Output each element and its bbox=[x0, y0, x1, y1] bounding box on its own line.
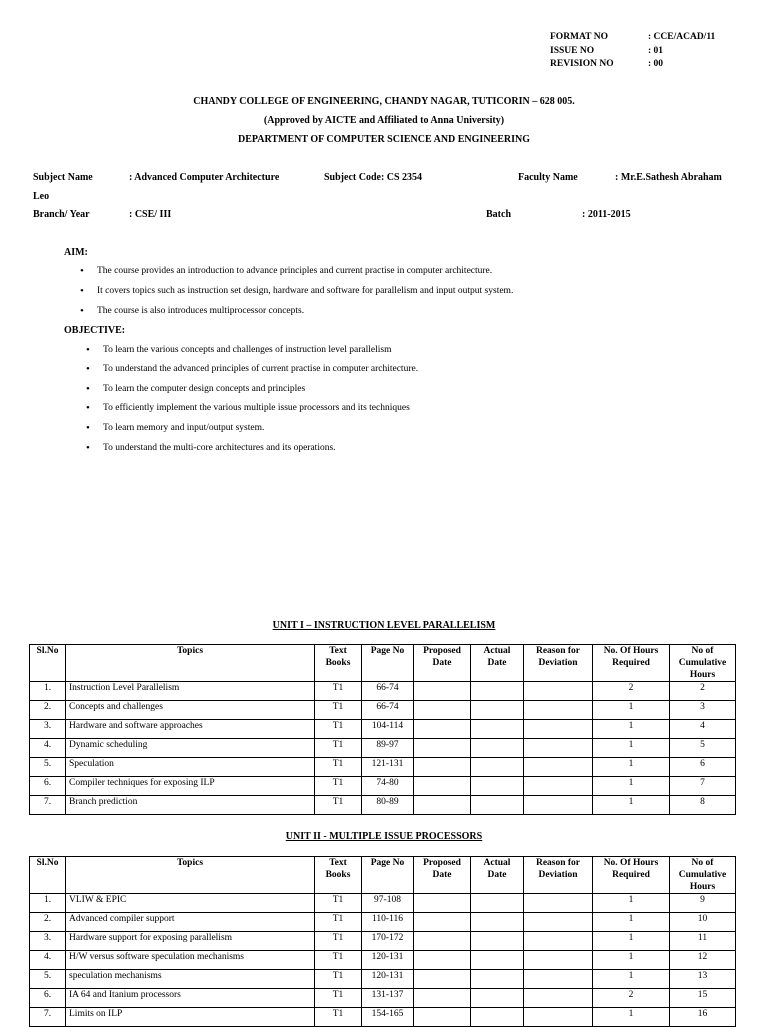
column-header: Actual Date bbox=[471, 645, 524, 682]
batch-value: : 2011-2015 bbox=[582, 209, 631, 220]
table-row bbox=[30, 796, 736, 815]
subject-value: : Advanced Computer Architecture bbox=[129, 172, 280, 183]
table-cell bbox=[471, 913, 524, 932]
table-cell bbox=[471, 894, 524, 913]
table-cell bbox=[414, 777, 471, 796]
table-cell: 9 bbox=[670, 894, 736, 913]
column-header: Text Books bbox=[315, 857, 362, 894]
table-cell bbox=[524, 894, 593, 913]
table-cell: T1 bbox=[315, 682, 362, 701]
table-cell: 5. bbox=[30, 970, 66, 989]
table-cell: 120-131 bbox=[362, 970, 414, 989]
column-header: Topics bbox=[66, 857, 315, 894]
table-cell: 110-116 bbox=[362, 913, 414, 932]
issue-row bbox=[550, 45, 715, 59]
table-cell: 1 bbox=[593, 701, 670, 720]
table-cell: Limits on ILP bbox=[66, 1008, 315, 1027]
table-cell: 11 bbox=[670, 932, 736, 951]
objective-item: • To learn the computer design concepts and principles bbox=[103, 384, 305, 394]
unit2-title: UNIT II - MULTIPLE ISSUE PROCESSORS bbox=[285, 831, 483, 842]
table-cell: T1 bbox=[315, 720, 362, 739]
format-row bbox=[550, 31, 715, 45]
table-cell: 2 bbox=[670, 682, 736, 701]
table-cell: Hardware support for exposing parallelism bbox=[66, 932, 315, 951]
table-cell: Hardware and software approaches bbox=[66, 720, 315, 739]
table-cell: 1 bbox=[593, 739, 670, 758]
objective-item: • To efficiently implement the various multiple issue processors and its techniques bbox=[103, 403, 410, 413]
table-cell: 1 bbox=[593, 777, 670, 796]
table-cell bbox=[524, 913, 593, 932]
table-cell bbox=[524, 796, 593, 815]
table-cell bbox=[471, 720, 524, 739]
objective-item: • To learn the various concepts and challenges of instruction level parallelism bbox=[103, 345, 391, 355]
table-cell bbox=[524, 758, 593, 777]
table-cell: 3. bbox=[30, 932, 66, 951]
table-cell: 1 bbox=[593, 720, 670, 739]
table-cell: Compiler techniques for exposing ILP bbox=[66, 777, 315, 796]
column-header: Sl.No bbox=[30, 645, 66, 682]
table-cell bbox=[471, 989, 524, 1008]
table-cell: Instruction Level Parallelism bbox=[66, 682, 315, 701]
table-cell: 7. bbox=[30, 1008, 66, 1027]
table-cell: 74-80 bbox=[362, 777, 414, 796]
table-cell bbox=[414, 951, 471, 970]
objective-item: • To learn memory and input/output system. bbox=[103, 423, 264, 433]
table-cell: 7. bbox=[30, 796, 66, 815]
faculty-name-continued: Leo bbox=[33, 191, 50, 202]
column-header: Page No bbox=[362, 645, 414, 682]
table-cell bbox=[524, 989, 593, 1008]
table-cell: H/W versus software speculation mechanisms bbox=[66, 951, 315, 970]
table-cell: T1 bbox=[315, 970, 362, 989]
table-cell bbox=[471, 777, 524, 796]
table-cell bbox=[414, 758, 471, 777]
college-approval: (Approved by AICTE and Affiliated to Anna University) bbox=[263, 115, 505, 126]
table-cell: 3 bbox=[670, 701, 736, 720]
column-header: Sl.No bbox=[30, 857, 66, 894]
unit2-schedule-table bbox=[29, 856, 736, 1027]
table-cell: 1. bbox=[30, 682, 66, 701]
unit2-header-row bbox=[30, 857, 736, 894]
table-cell: 66-74 bbox=[362, 682, 414, 701]
table-cell bbox=[414, 932, 471, 951]
table-cell: 66-74 bbox=[362, 701, 414, 720]
column-header: Topics bbox=[66, 645, 315, 682]
table-cell: 89-97 bbox=[362, 739, 414, 758]
revision-value: : 00 bbox=[648, 59, 664, 69]
table-cell: 4. bbox=[30, 739, 66, 758]
aim-heading: AIM: bbox=[64, 247, 88, 258]
college-name: CHANDY COLLEGE OF ENGINEERING, CHANDY NAGAR, TUTICORIN – 628 005. bbox=[193, 96, 575, 107]
table-cell: VLIW & EPIC bbox=[66, 894, 315, 913]
table-cell: T1 bbox=[315, 932, 362, 951]
table-cell: 3. bbox=[30, 720, 66, 739]
table-cell: T1 bbox=[315, 796, 362, 815]
subject-label: Subject Name bbox=[33, 172, 93, 183]
table-cell bbox=[524, 720, 593, 739]
table-row bbox=[30, 720, 736, 739]
table-cell bbox=[471, 758, 524, 777]
faculty-label: Faculty Name bbox=[518, 172, 578, 183]
table-cell: 2 bbox=[593, 989, 670, 1008]
table-cell bbox=[471, 951, 524, 970]
table-cell: 7 bbox=[670, 777, 736, 796]
table-cell: 80-89 bbox=[362, 796, 414, 815]
table-cell: 1 bbox=[593, 894, 670, 913]
table-cell: Speculation bbox=[66, 758, 315, 777]
column-header: Reason for Deviation bbox=[524, 645, 593, 682]
table-cell bbox=[414, 796, 471, 815]
table-cell: 1 bbox=[593, 913, 670, 932]
table-cell: T1 bbox=[315, 989, 362, 1008]
table-cell: T1 bbox=[315, 894, 362, 913]
table-cell: 97-108 bbox=[362, 894, 414, 913]
column-header: Proposed Date bbox=[414, 645, 471, 682]
column-header: No. Of Hours Required bbox=[593, 645, 670, 682]
table-cell: 6 bbox=[670, 758, 736, 777]
branch-label: Branch/ Year bbox=[33, 209, 90, 220]
table-cell bbox=[414, 720, 471, 739]
table-cell: 4 bbox=[670, 720, 736, 739]
unit1-header-row bbox=[30, 645, 736, 682]
table-cell: Branch prediction bbox=[66, 796, 315, 815]
issue-value: : 01 bbox=[648, 45, 664, 56]
table-cell bbox=[524, 777, 593, 796]
table-row bbox=[30, 777, 736, 796]
column-header: No of Cumulative Hours bbox=[670, 857, 736, 894]
table-cell: 2. bbox=[30, 701, 66, 720]
format-value: : CCE/ACAD/11 bbox=[648, 32, 716, 42]
table-cell bbox=[414, 894, 471, 913]
table-cell bbox=[471, 932, 524, 951]
column-header: Page No bbox=[362, 857, 414, 894]
table-cell: 1 bbox=[593, 758, 670, 777]
table-cell: 10 bbox=[670, 913, 736, 932]
table-cell: T1 bbox=[315, 913, 362, 932]
objective-heading: OBJECTIVE: bbox=[64, 325, 126, 336]
table-cell: 8 bbox=[670, 796, 736, 815]
table-cell: T1 bbox=[315, 758, 362, 777]
table-cell: 16 bbox=[670, 1008, 736, 1027]
aim-item: • The course provides an introduction to advance principles and current practise in computer architecture. bbox=[97, 266, 492, 276]
table-cell bbox=[471, 701, 524, 720]
table-cell bbox=[524, 970, 593, 989]
table-cell bbox=[414, 739, 471, 758]
table-cell: 2 bbox=[593, 682, 670, 701]
table-cell: 104-114 bbox=[362, 720, 414, 739]
objective-item: • To understand the multi-core architectures and its operations. bbox=[103, 443, 336, 453]
unit1-schedule-table bbox=[29, 644, 736, 815]
column-header: No of Cumulative Hours bbox=[670, 645, 736, 682]
table-row bbox=[30, 913, 736, 932]
table-cell bbox=[524, 682, 593, 701]
table-row bbox=[30, 970, 736, 989]
revision-row bbox=[550, 58, 715, 72]
table-cell: T1 bbox=[315, 1008, 362, 1027]
table-cell: speculation mechanisms bbox=[66, 970, 315, 989]
table-cell bbox=[471, 739, 524, 758]
table-cell: 1 bbox=[593, 951, 670, 970]
table-row bbox=[30, 894, 736, 913]
table-row bbox=[30, 739, 736, 758]
subject-code: Subject Code: CS 2354 bbox=[324, 172, 423, 183]
aim-item: • The course is also introduces multiprocessor concepts. bbox=[97, 306, 304, 316]
column-header: Text Books bbox=[315, 645, 362, 682]
revision-key: REVISION NO bbox=[550, 59, 614, 69]
unit1-title: UNIT I – INSTRUCTION LEVEL PARALLELISM bbox=[272, 620, 496, 631]
table-cell: 2. bbox=[30, 913, 66, 932]
table-cell bbox=[414, 913, 471, 932]
table-row bbox=[30, 989, 736, 1008]
faculty-value: : Mr.E.Sathesh Abraham bbox=[615, 172, 722, 183]
table-cell bbox=[414, 701, 471, 720]
table-cell bbox=[524, 701, 593, 720]
format-block bbox=[550, 31, 715, 72]
table-row bbox=[30, 682, 736, 701]
table-cell bbox=[414, 682, 471, 701]
table-row bbox=[30, 951, 736, 970]
table-cell: T1 bbox=[315, 739, 362, 758]
table-cell: IA 64 and Itanium processors bbox=[66, 989, 315, 1008]
table-cell: 131-137 bbox=[362, 989, 414, 1008]
table-cell: 4. bbox=[30, 951, 66, 970]
issue-key: ISSUE NO bbox=[550, 45, 595, 56]
table-row bbox=[30, 701, 736, 720]
format-key: FORMAT NO bbox=[550, 32, 608, 42]
table-row bbox=[30, 932, 736, 951]
table-cell: Dynamic scheduling bbox=[66, 739, 315, 758]
table-cell: 15 bbox=[670, 989, 736, 1008]
table-cell: 13 bbox=[670, 970, 736, 989]
aim-item: • It covers topics such as instruction set design, hardware and software for parallelism and input output system. bbox=[97, 286, 513, 296]
column-header: Reason for Deviation bbox=[524, 857, 593, 894]
table-cell: Advanced compiler support bbox=[66, 913, 315, 932]
table-cell bbox=[524, 739, 593, 758]
table-cell bbox=[524, 932, 593, 951]
table-cell: T1 bbox=[315, 701, 362, 720]
table-cell bbox=[524, 951, 593, 970]
table-cell: 1. bbox=[30, 894, 66, 913]
objective-item: • To understand the advanced principles of current practise in computer architecture. bbox=[103, 364, 418, 374]
table-cell bbox=[471, 970, 524, 989]
table-cell bbox=[471, 796, 524, 815]
table-cell: 6. bbox=[30, 777, 66, 796]
column-header: Proposed Date bbox=[414, 857, 471, 894]
table-cell: 170-172 bbox=[362, 932, 414, 951]
batch-label: Batch bbox=[486, 209, 511, 220]
table-cell: 1 bbox=[593, 1008, 670, 1027]
table-cell: 121-131 bbox=[362, 758, 414, 777]
table-cell: 5. bbox=[30, 758, 66, 777]
column-header: No. Of Hours Required bbox=[593, 857, 670, 894]
table-cell: T1 bbox=[315, 951, 362, 970]
table-cell: 1 bbox=[593, 932, 670, 951]
table-row bbox=[30, 758, 736, 777]
table-cell bbox=[414, 989, 471, 1008]
table-cell bbox=[471, 682, 524, 701]
table-cell: 1 bbox=[593, 970, 670, 989]
table-cell: 120-131 bbox=[362, 951, 414, 970]
table-cell: 6. bbox=[30, 989, 66, 1008]
table-cell: 1 bbox=[593, 796, 670, 815]
table-cell: 12 bbox=[670, 951, 736, 970]
table-cell: T1 bbox=[315, 777, 362, 796]
column-header: Actual Date bbox=[471, 857, 524, 894]
department-name: DEPARTMENT OF COMPUTER SCIENCE AND ENGINEERING bbox=[238, 134, 530, 145]
table-cell: Concepts and challenges bbox=[66, 701, 315, 720]
table-cell: 5 bbox=[670, 739, 736, 758]
branch-value: : CSE/ III bbox=[129, 209, 172, 220]
table-cell: 154-165 bbox=[362, 1008, 414, 1027]
table-cell bbox=[414, 970, 471, 989]
